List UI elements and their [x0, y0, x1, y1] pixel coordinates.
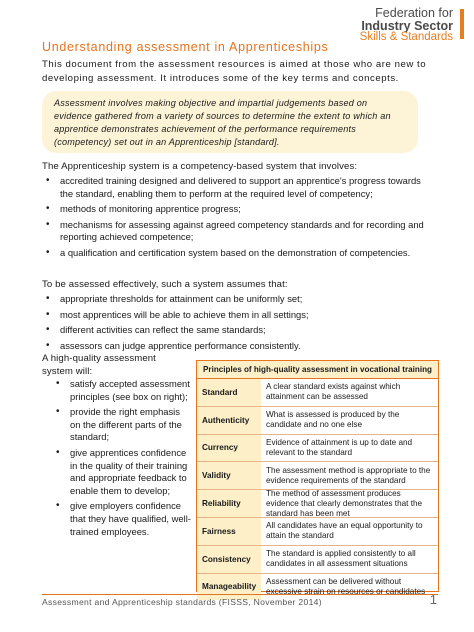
principle-description: Assessment can be delivered without excessive strain on resources or candidates	[266, 576, 426, 596]
list-item: • mechanisms for assessing against agreed competency standards and for recording and reporting achieved competence;	[42, 219, 424, 244]
table-row	[197, 518, 438, 546]
assumes-lead: To be assessed effectively, such a system assumes that:	[42, 279, 288, 290]
page-title: Understanding assessment in Apprenticeships	[42, 40, 329, 54]
list-item: • most apprentices will be able to achieve them in all settings;	[42, 309, 424, 322]
principle-description: The standard is applied consistently to all candidates in all assessment situations	[266, 549, 416, 569]
definition-callout	[42, 91, 418, 153]
list-item: • assessors can judge apprentice performance consistently.	[42, 340, 424, 353]
fisss-logo	[360, 7, 453, 44]
page-number: 1	[429, 592, 437, 607]
table-row	[197, 546, 438, 574]
list-item: • give apprentices confidence in the quality of their training and appropriate feedback to enable them to develop;	[52, 447, 192, 497]
list-item: • appropriate thresholds for attainment can be uniformly set;	[42, 293, 424, 306]
list-item: • provide the right emphasis on the different parts of the standard;	[52, 406, 192, 444]
list-item: • satisfy accepted assessment principles (see box on right);	[52, 378, 192, 403]
footer-text: Assessment and Apprenticeship standards (FISSS, November 2014)	[42, 597, 322, 607]
list-item: • give employers confidence that they have qualified, well-trained employees.	[52, 500, 192, 538]
principle-term: Validity	[197, 462, 261, 489]
footer-divider	[42, 594, 438, 595]
principle-description: All candidates have an equal opportunity to attain the standard	[266, 521, 423, 541]
logo-line-1: Federation for	[375, 6, 453, 20]
principle-term: Fairness	[197, 518, 261, 545]
principle-description: A clear standard exists against which attainment can be assessed	[266, 382, 401, 402]
logo-line-2: Industry Sector	[361, 18, 453, 33]
system-bullet-list	[42, 175, 424, 263]
principle-description: Evidence of attainment is up to date and relevant to the standard	[266, 437, 413, 457]
system-lead: The Apprenticeship system is a competency-based system that involves:	[42, 161, 358, 172]
assumes-bullet-list	[42, 293, 424, 355]
principle-description: What is assessed is produced by the candidate and no one else	[266, 410, 400, 430]
logo-accent-bar	[460, 9, 464, 39]
list-item: • accredited training designed and delivered to support an apprentice's progress towards the standard, enabling them to perform at the required level of competency;	[42, 175, 424, 200]
principle-term: Standard	[197, 379, 261, 406]
principles-table	[196, 360, 439, 596]
table-row	[197, 462, 438, 490]
list-item: • methods of monitoring apprentice progress;	[42, 203, 424, 216]
principle-description: The method of assessment produces evidence that clearly demonstrates that the standard has been met	[266, 488, 423, 518]
table-row	[197, 407, 438, 435]
principle-term: Manageability	[197, 574, 261, 601]
principle-term: Consistency	[197, 546, 261, 573]
table-row	[197, 490, 438, 518]
list-item: • a qualification and certification system based on the demonstration of competencies.	[42, 247, 424, 260]
principle-term: Authenticity	[197, 407, 261, 434]
quality-lead: A high-quality assessment system will:	[42, 353, 156, 377]
logo-line-3: Skills & Standards	[359, 31, 453, 43]
principle-description: The assessment method is appropriate to the evidence requirements of the standard	[266, 465, 431, 485]
principles-table-heading: Principles of high-quality assessment in vocational training	[197, 361, 438, 379]
principle-term: Reliability	[197, 490, 261, 517]
callout-text: Assessment involves making objective and impartial judgements based on evidence gathered from a variety of sources to determine the extent to which an apprentice demonstrates achievement of the performance requirements (competency) set out in an Apprenticeship [standard].	[54, 98, 391, 147]
table-row	[197, 379, 438, 407]
intro-paragraph: This document from the assessment resources is aimed at those who are new to developing assessment. It introduces some of the key terms and concepts.	[42, 59, 427, 84]
list-item: • different activities can reflect the same standards;	[42, 324, 424, 337]
principle-term: Currency	[197, 435, 261, 462]
quality-bullet-list	[52, 378, 192, 541]
table-row	[197, 435, 438, 463]
